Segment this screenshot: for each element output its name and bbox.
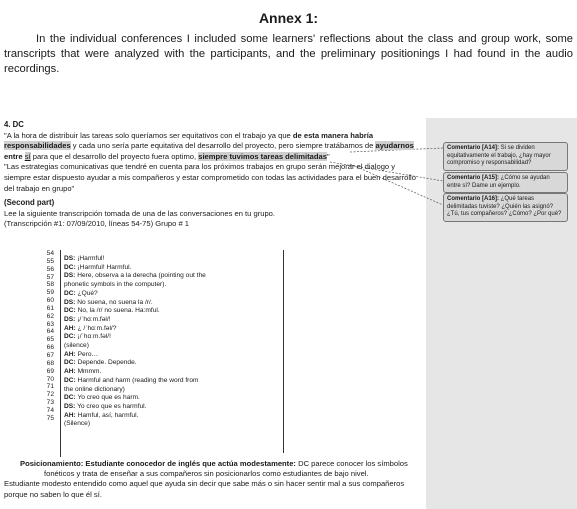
quote-1-text: "A la hora de distribuir las tareas solo queríamos ser equitativos con el trabajo ya que [4,130,293,140]
comment-label: Comentario [A14]: [447,145,500,151]
transcript-line [64,394,280,403]
transcript-line [64,255,280,264]
utterance: ¿Qué? [75,289,98,297]
transcript-lines [64,255,280,429]
comment-text: ¿Qué tareas delimitadas tuviste? ¿Quién las asignó? ¿Tú, tus compañeros? ¿Cómo? ¿Por qué? [447,196,562,218]
transcript-line [64,281,280,290]
transcript-right-rule [283,250,284,453]
line-numbers [40,250,54,423]
comment-a16[interactable] [443,193,568,222]
transcript-line [64,412,280,421]
comment-label: Comentario [A16]: [447,196,500,202]
utterance: Here, observa a la derecha (pointing out the [75,272,206,280]
quote-1-bold: entre [4,151,23,161]
quote-1-bold: de esta manera habría [292,130,374,140]
utterance: Yo creo que es harmful. [75,402,147,410]
line-number: 54 [46,250,54,257]
comment-text: ¿Cómo se ayudan entre sí? Dame un ejemplo. [447,175,550,189]
utterance: Mmmm. [75,368,102,376]
speaker: DS: [64,255,76,262]
line-number: 57 [46,273,54,281]
transcript-reference [4,219,420,230]
transcript-line [64,299,280,308]
positioning-text: DC parece conocer los símbolos [295,459,408,468]
transcript-line [64,368,280,377]
utterance: ¿ /ˈhɑːm.fəl/? [75,324,117,332]
speaker: DC: [64,333,76,341]
second-part-heading: (Second part) [4,198,55,208]
speaker: DS: [64,315,76,323]
transcript-reference-text: (Transcripción #1: 07/09/2010, líneas 54-75) Grupo # 1 [4,219,190,229]
line-number: 65 [46,336,54,344]
line-number: 74 [46,406,54,414]
speaker: AH: [64,411,76,419]
transcript-line [64,386,280,395]
speaker: DC: [64,359,76,367]
comment-text: Si se dividen equitativamente el trabajo, ¿hay mayor compromiso y responsabilidad? [447,145,551,167]
positioning-line [4,459,420,469]
highlight-ayudarnos[interactable]: ayudarnos [375,141,414,151]
line-number: 71 [46,383,54,391]
highlight-tareas-delimitadas[interactable]: siempre tuvimos tareas delimitadas [198,151,327,161]
intro-text: In the individual conferences I included some learners' reflections about the class and group work, some transcripts that were analyzed with the participants, and the preliminary positionings I had found in the audio recordings. [4,33,573,75]
utterance: Yo creo que es harm. [75,394,140,402]
line-number: 63 [46,320,54,328]
positioning-label: Posicionamiento: Estudiante conocedor de inglés que actúa modestamente: [20,459,296,468]
instruction-line: Lee la siguiente transcripción tomada de una de las conversaciones en tu grupo. [4,208,276,218]
transcript-line [64,290,280,299]
speaker: AH: [64,324,76,332]
section-heading: 4. DC [4,120,24,129]
transcript-line [64,272,280,281]
modest-student-definition: Estudiante modesto entendido como aquel que ayuda sin decir que sabe más o sin hacer sentir mal a sus compañeros porque no saben lo que él sí. [4,479,405,499]
positioning-section [4,459,420,500]
utterance: (Silence) [64,420,91,428]
utterance: No suena, no suena la /r/. [75,298,153,306]
line-number: 69 [46,367,54,375]
transcript-line [64,333,280,342]
speaker: DC: [64,376,76,384]
utterance: ¡Harmful! [75,255,105,262]
line-number: 56 [46,265,54,273]
transcript-line [64,307,280,316]
utterance: phonetic symbols in the computer). [64,281,167,289]
transcript-line [64,420,280,429]
transcript-line [64,351,280,360]
transcript-left-rule [60,250,61,457]
utterance: the online dictionary) [64,385,125,393]
transcript-box [40,250,290,455]
line-number: 60 [46,297,54,305]
speaker: DC: [64,307,76,315]
speaker: DC: [64,394,76,402]
comment-a15[interactable] [443,172,568,193]
transcript-line [64,359,280,368]
line-number: 62 [46,312,54,320]
utterance: Harmful and harm (reading the word from [75,376,199,384]
quote-1 [4,131,420,163]
quote-2: "Las estrategias comunicativas que tendré en cuenta para los próximos trabajos en grupo serán mejorar el dialogo y siempre estar dispuesto ayudar a mis compañeros y estar comprometido con todas las actividades para el buen desarrollo del trabajo en grupo" [4,162,416,193]
highlight-si[interactable]: sí [24,151,31,161]
comment-a14[interactable] [443,142,568,171]
utterance: Depende. Depende. [75,359,137,367]
line-number: 64 [46,328,54,336]
line-number: 73 [46,399,54,407]
transcript-line [64,316,280,325]
line-number: 70 [46,375,54,383]
line-number: 75 [46,414,54,422]
line-number: 58 [46,281,54,289]
transcript-line [64,342,280,351]
positioning-continuation: fonéticos y trata de enseñar a sus compañeros sin posicionarlos como estudiantes de bajo nivel. [44,469,369,479]
annex-title: Annex 1: [258,10,319,26]
quote-1-text: y cada uno sería parte equitativa del desarrollo del proyecto, pero siempre tratábamos de [70,141,376,151]
comment-label: Comentario [A15]: [447,175,500,181]
line-number: 55 [46,257,54,265]
line-number: 67 [46,351,54,359]
speaker: AH: [64,350,76,358]
highlight-responsabilidades[interactable]: responsabilidades [4,141,71,151]
document-body [4,120,420,230]
line-number: 72 [46,391,54,399]
speaker: DC: [64,263,76,271]
line-number: 68 [46,359,54,367]
speaker: DS: [64,272,76,280]
transcript-line [64,377,280,386]
line-number: 66 [46,344,54,352]
speaker: DS: [64,402,76,410]
speaker: DS: [64,298,76,306]
quote-1-text: " [326,151,330,161]
line-number: 59 [46,289,54,297]
quote-1-text: para que el desarrollo del proyecto fuera optimo, [30,151,199,161]
utterance: Hamful, así, harmful. [75,411,139,419]
utterance: ¡Harmful! Harmful. [75,263,132,271]
utterance: (silence) [64,342,89,350]
speaker: DC: [64,289,76,297]
speaker: AH: [64,368,76,376]
utterance: Pero… [75,350,99,358]
utterance: No, la /r/ no suena. Ha:mful. [75,307,160,315]
utterance: ¡/ˈhɑːm.fəl/! [75,333,111,341]
transcript-line [64,264,280,273]
utterance: ¡/ˈhɑːm.fəl/! [75,315,111,323]
line-number: 61 [46,304,54,312]
transcript-line [64,403,280,412]
